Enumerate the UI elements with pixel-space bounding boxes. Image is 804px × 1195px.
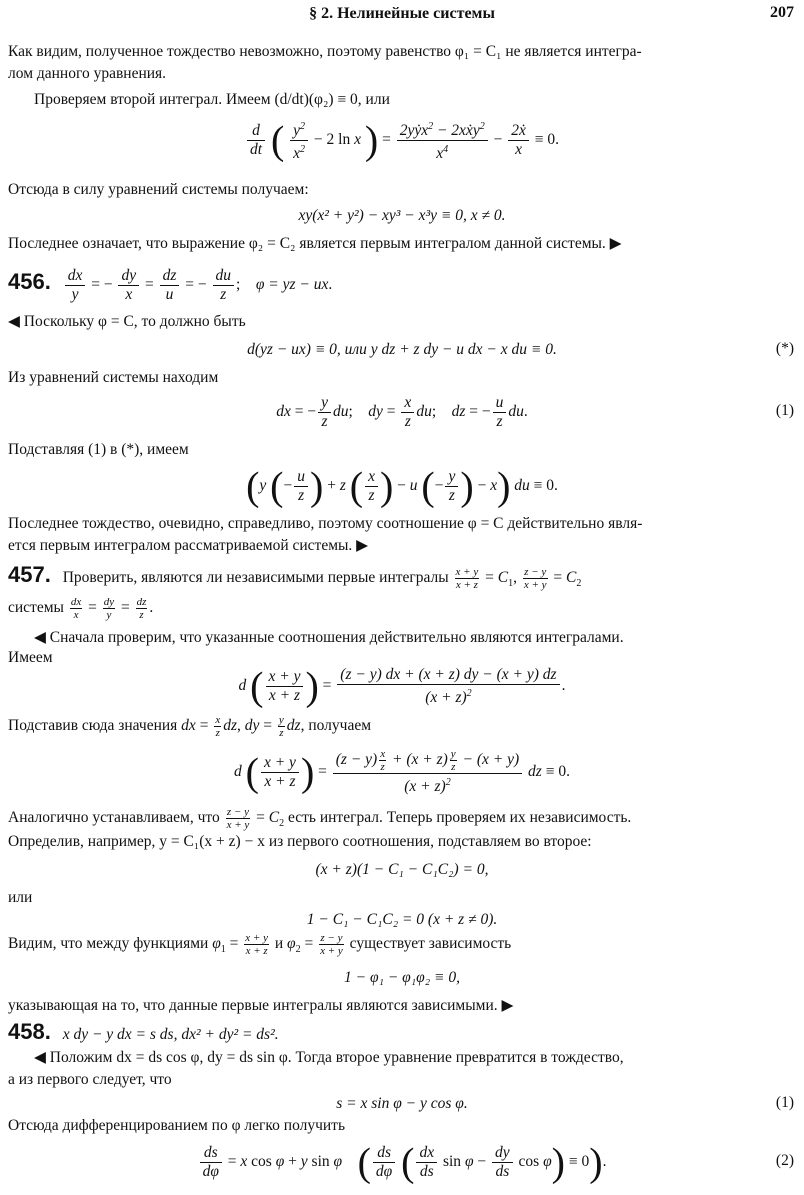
problem-457: 457. Проверить, являются ли независимыми первые интегралы $\frac{x + y}{x + z}$ = $C_1$, $\frac{z - y}{x + y}$ = $C_2$ [8, 562, 582, 591]
equation: s = x sin φ − y cos φ. [336, 1095, 468, 1112]
text-line: Видим, что между функциями $\varphi_1$ = $\frac{x + y}{x + z}$ и $\varphi_2$ = $\frac{z - y}{x + y}$ существует зависимость [8, 932, 512, 957]
text-line: Последнее тождество, очевидно, справедливо, поэтому соотношение φ = C действительно явля- [8, 515, 643, 532]
text-line: Из уравнений системы находим [8, 369, 219, 386]
equation: xy(x² + y²) − xy³ − x³y ≡ 0, x ≠ 0. [298, 207, 506, 224]
text-line: ется первым интегралом рассматриваемой системы. ▶ [8, 537, 369, 554]
problem-456: 456. $\frac{dx}{y}$ = − $\frac{dy}{x}$ = $\frac{dz}{u}$ = − $\frac{du}{z}$ ; φ = yz − ux. [8, 266, 333, 303]
text-line: Определив, например, y = C₁(x + z) − x из первого соотношения, подставляем во второе: [8, 833, 592, 850]
equation-d-dt: $\frac{d}{dt}$ ( $\frac{y^2}{x^2}$ − 2 ln x ) = $\frac{2yẏx^2 - 2xẋy^2}{x^4}$ − $\frac{\text{2ẋ}}{x}$ ≡ 0. [0, 118, 804, 163]
text-line: а из первого следует, что [8, 1071, 172, 1088]
text-line: ◀ Поскольку φ = C, то должно быть [8, 313, 246, 330]
problem-number: 456. [8, 269, 51, 294]
equation-substitutions: dx = − $\frac{y}{z}$ du; dy = $\frac{x}{z}$ du; dz = − $\frac{u}{z}$ du. [276, 393, 528, 430]
text-line: ◀ Положим dx = ds cos φ, dy = ds sin φ. Тогда второе уравнение превратится в тождество, [34, 1049, 624, 1066]
text-line: Как видим, полученное тождество невозможно, поэтому равенство φ₁ = C₁ не является интегра- [8, 43, 642, 60]
equation: 1 − C₁ − C₁C₂ = 0 (x + z ≠ 0). [306, 911, 498, 928]
text-line: Последнее означает, что выражение φ₂ = C₂ является первым интегралом данной системы. ▶ [8, 235, 622, 252]
equation: 1 − φ₁ − φ₁φ₂ ≡ 0, [344, 969, 460, 986]
equation-substituted: d ( $\frac{x + y}{x + z}$ ) = (z − y) $\frac{x}{z}$ + (x + z) $\frac{y}{z}$ − (x + y) $(x + z)^2$ dz ≡ 0. [234, 748, 570, 796]
text-line: указывающая на то, что данные первые интегралы являются зависимыми. ▶ [8, 997, 514, 1014]
equation: (x + z)(1 − C₁ − C₁C₂) = 0, [315, 861, 489, 878]
text-line: ◀ Сначала проверим, что указанные соотношения действительно являются интегралами. [34, 629, 624, 646]
problem-458: 458. x dy − y dx = s ds, dx² + dy² = ds². [8, 1019, 279, 1044]
equation-number: (1) [775, 1094, 794, 1111]
text-line: или [8, 889, 33, 906]
problem-number: 458. [8, 1019, 51, 1044]
page-number: 207 [770, 4, 794, 21]
equation-number: (*) [775, 340, 794, 357]
equation-number: (1) [775, 402, 794, 419]
equation-differential: d ( $\frac{x + y}{x + z}$ ) = $\frac{(z - y) dx + (x + z) dy - (x + y) dz}{(x + z)^2}$ . [238, 663, 566, 709]
equation-number: (2) [775, 1152, 794, 1169]
equation: d(yz − ux) ≡ 0, или y dz + z dy − u dx − x du ≡ 0. [247, 341, 557, 358]
text-line: Подставляя (1) в (*), имеем [8, 441, 189, 458]
equation-ds-dphi: $\frac{ds}{d\varphi}$ = x cos φ + y sin φ ( $\frac{ds}{d\varphi}$ ( $\frac{dx}{ds}$ sin φ − $\frac{dy}{ds}$ cos φ) ≡ 0). [0, 1140, 804, 1184]
text-line: Проверяем второй интеграл. Имеем (d/dt)(φ₂) ≡ 0, или [34, 91, 390, 108]
text-line: лом данного уравнения. [8, 65, 167, 82]
text-line: Отсюда дифференцированием по φ легко получить [8, 1117, 346, 1134]
page-header: § 2. Нелинейные системы [309, 5, 495, 22]
text-line: Подставив сюда значения dx = $\frac{x}{z}$ dz, dy = $\frac{y}{z}$ dz, получаем [8, 714, 372, 739]
text-line: Аналогично устанавливаем, что $\frac{z - y}{x + y}$ = $C_2$ есть интеграл. Теперь проверяем их независимость. [8, 806, 632, 831]
text-line: Имеем [8, 649, 53, 666]
text-line: Отсюда в силу уравнений системы получаем: [8, 181, 309, 198]
problem-number: 457. [8, 562, 51, 587]
text-line: системы $\frac{dx}{x}$ = $\frac{dy}{y}$ = $\frac{dz}{z}$ . [8, 595, 154, 621]
equation-identity: (y (− $\frac{u}{z}$ ) + z ( $\frac{x}{z}$ ) − u (− $\frac{y}{z}$ ) − x) du ≡ 0. [246, 463, 558, 509]
